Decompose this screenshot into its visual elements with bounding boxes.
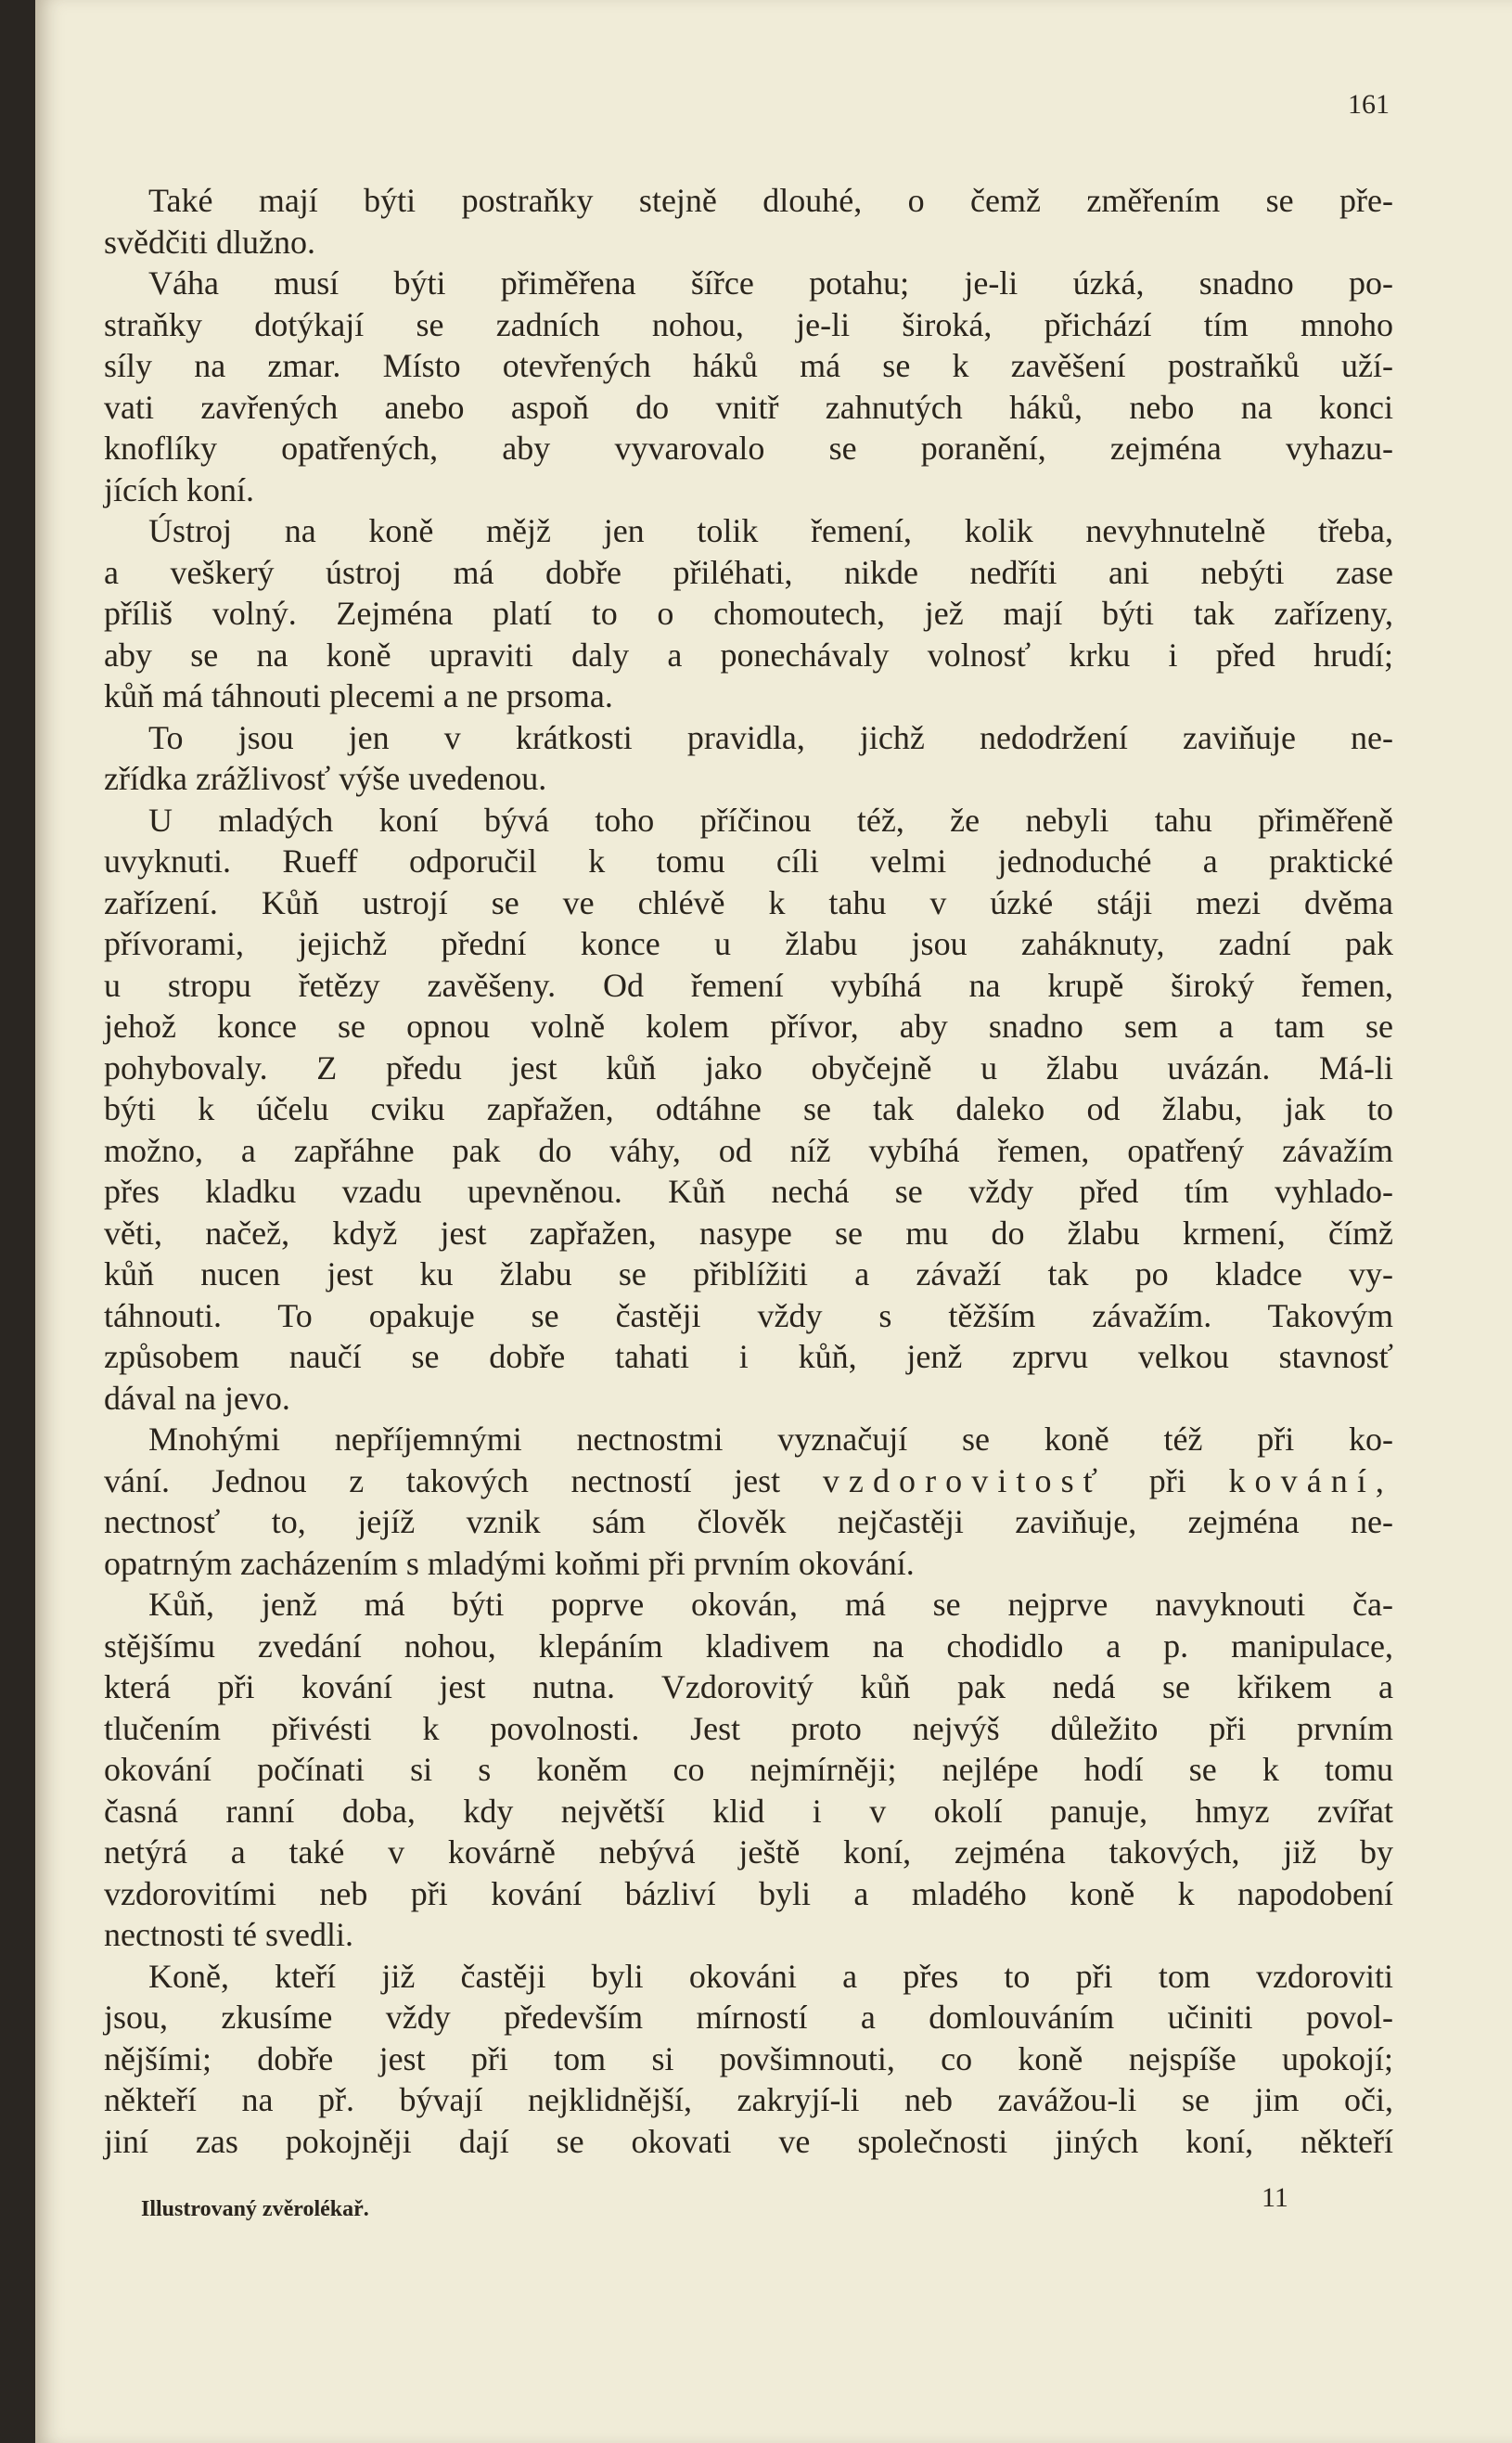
text-line: jiní zas pokojněji dají se okovati ve společnosti jiných koní, někteří [104, 2122, 1393, 2160]
signature-mark: 11 [1262, 2182, 1288, 2213]
page-number: 161 [1348, 89, 1390, 120]
text-line: časná ranní doba, kdy největší klid i v okolí panuje, hmyz zvířat [104, 1792, 1393, 1830]
text-line: Váha musí býti přiměřena šířce potahu; je-li úzká, snadno po- [148, 264, 1393, 302]
text-line: Mnohými nepříjemnými nectnostmi vyznačují se koně též při ko- [148, 1421, 1393, 1458]
text-line: nectnosť to, jejíž vznik sám člověk nejčastěji zaviňuje, zejména ne- [104, 1503, 1393, 1540]
text-line: někteří na př. bývají nejklidnější, zakryjí-li neb zavážou-li se jim oči, [104, 2081, 1393, 2118]
text-line: To jsou jen v krátkosti pravidla, jichž nedodržení zaviňuje ne- [148, 718, 1393, 756]
text-line: zřídka zrážlivosť výše uvedenou. [104, 760, 547, 797]
text-line: U mladých koní bývá toho příčinou též, že nebyli tahu přiměřeně [148, 801, 1393, 839]
text-line: jsou, zkusíme vždy především mírností a domlouváním učiniti povol- [104, 1999, 1393, 2036]
text-line: možno, a zapřáhne pak do váhy, od níž vybíhá řemen, opatřený závažím [104, 1131, 1393, 1169]
text-line: kůň nucen jest ku žlabu se přiblížiti a závaží tak po kladce vy- [104, 1255, 1393, 1292]
text-line: aby se na koně upraviti daly a ponechávaly volnosť krku i před hrudí; [104, 636, 1393, 674]
text-line: uvyknuti. Rueff odporučil k tomu cíli velmi jednoduché a praktické [104, 842, 1393, 880]
text-line: věti, načež, když jest zapřažen, nasype se mu do žlabu krmení, čímž [104, 1214, 1393, 1252]
text-line: býti k účelu cviku zapřažen, odtáhne se tak daleko od žlabu, jak to [104, 1090, 1393, 1127]
text-line: vání. Jednou z takových nectností jest vzdorovitosť při kování, [104, 1461, 1393, 1499]
text-line: svědčiti dlužno. [104, 223, 315, 261]
text-line: dával na jevo. [104, 1379, 290, 1417]
text-line: opatrným zacházením s mladými koňmi při prvním okování. [104, 1544, 915, 1582]
text-line: Také mají býti postraňky stejně dlouhé, o čemž změřením se pře- [148, 182, 1393, 219]
text-line: u stropu řetězy zavěšeny. Od řemení vybíhá na krupě široký řemen, [104, 966, 1393, 1004]
text-line: okování počínati si s koněm co nejmírněji; nejlépe hodí se k tomu [104, 1751, 1393, 1788]
text-line: Koně, kteří již častěji byli okováni a přes to při tom vzdoroviti [148, 1957, 1393, 1995]
book-page [35, 0, 1512, 2443]
text-line: a veškerý ústroj má dobře přiléhati, nikde nedříti ani nebýti zase [104, 553, 1393, 591]
text-line: táhnouti. To opakuje se častěji vždy s těžším závažím. Takovým [104, 1296, 1393, 1334]
text-line: která při kování jest nutna. Vzdorovitý kůň pak nedá se křikem a [104, 1668, 1393, 1705]
body-text [104, 180, 1393, 2162]
text-line: netýrá a také v kovárně nebývá ještě koní, zejména takových, již by [104, 1833, 1393, 1871]
page-footer [141, 2182, 1430, 2229]
text-line: straňky dotýkají se zadních nohou, je-li široká, přichází tím mnoho [104, 305, 1393, 343]
text-line: knoflíky opatřených, aby vyvarovalo se poranění, zejména vyhazu- [104, 430, 1393, 467]
publication-title: Illustrovaný zvěrolékař. [141, 2197, 369, 2221]
text-line: přívorami, jejichž přední konce u žlabu jsou zaháknuty, zadní pak [104, 925, 1393, 962]
text-line: zařízení. Kůň ustrojí se ve chlévě k tahu v úzké stáji mezi dvěma [104, 883, 1393, 921]
text-line: nějšími; dobře jest při tom si povšimnouti, co koně nejspíše upokojí; [104, 2039, 1393, 2077]
text-line: jících koní. [104, 470, 254, 508]
text-line: jehož konce se opnou volně kolem přívor, aby snadno sem a tam se [104, 1008, 1393, 1045]
text-line: Kůň, jenž má býti poprve okován, má se nejprve navyknouti ča- [148, 1586, 1393, 1623]
text-line: kůň má táhnouti plecemi a ne prsoma. [104, 677, 613, 714]
text-line: vati zavřených anebo aspoň do vnitř zahnutých háků, nebo na konci [104, 388, 1393, 426]
text-line: nectnosti té svedli. [104, 1916, 353, 1953]
text-line: pohybovaly. Z předu jest kůň jako obyčejně u žlabu uvázán. Má-li [104, 1048, 1393, 1086]
text-line: tlučením přivésti k povolnosti. Jest proto nejvýš důležito při prvním [104, 1709, 1393, 1747]
text-line: přes kladku vzadu upevněnou. Kůň nechá se vždy před tím vyhlado- [104, 1173, 1393, 1210]
text-line: příliš volný. Zejména platí to o chomoutech, jež mají býti tak zařízeny, [104, 595, 1393, 632]
text-line: vzdorovitími neb při kování bázliví byli a mladého koně k napodobení [104, 1874, 1393, 1912]
text-line: síly na zmar. Místo otevřených háků má se k zavěšení postraňků uží- [104, 347, 1393, 384]
text-line: způsobem naučí se dobře tahati i kůň, jenž zprvu velkou stavnosť [104, 1338, 1393, 1375]
text-line: Ústroj na koně mějž jen tolik řemení, kolik nevyhnutelně třeba, [148, 512, 1393, 549]
text-line: stějšímu zvedání nohou, klepáním kladivem na chodidlo a p. manipulace, [104, 1627, 1393, 1665]
